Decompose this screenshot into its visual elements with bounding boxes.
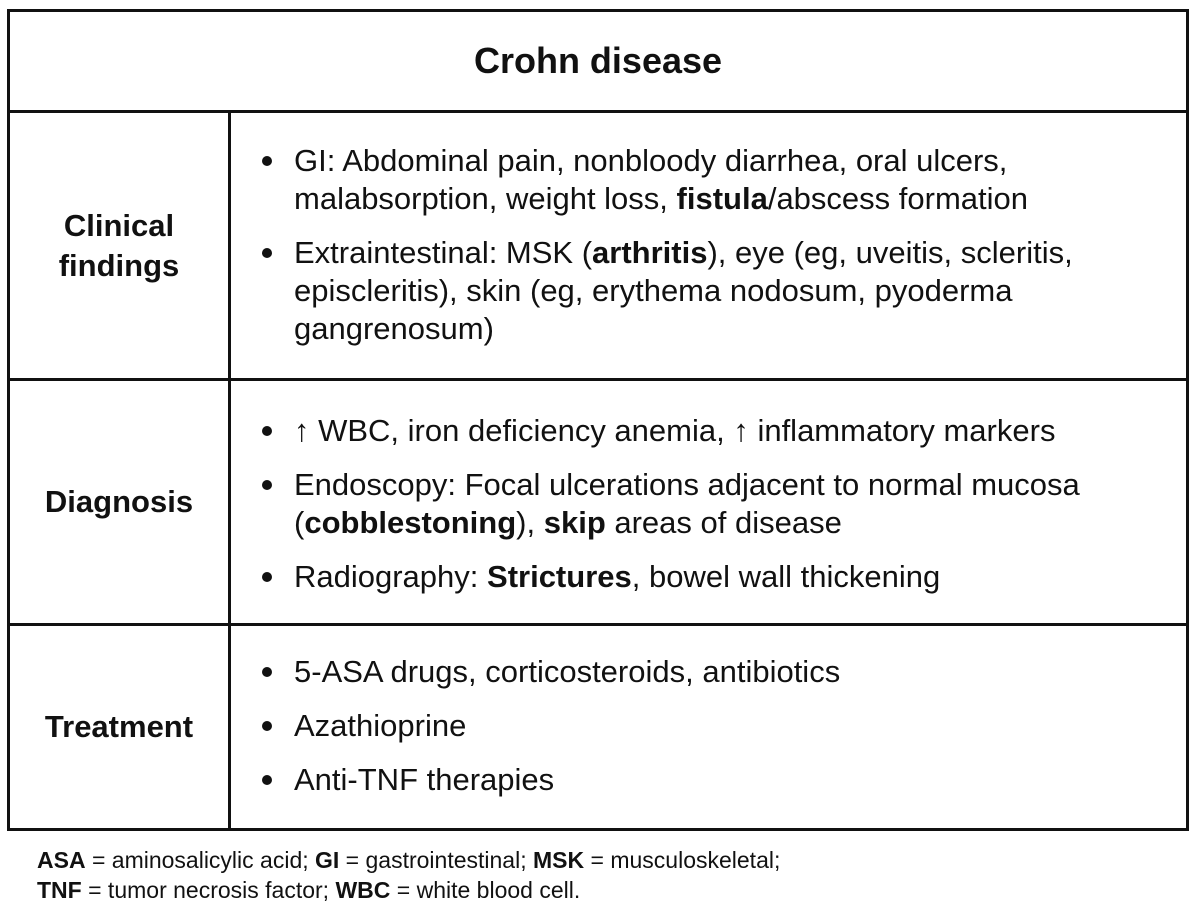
crohn-disease-table — [7, 9, 1189, 831]
bullet-list — [234, 142, 1186, 364]
bullet-icon — [262, 426, 272, 436]
row-content-treatment — [234, 626, 1186, 828]
row-content-diagnosis — [234, 381, 1186, 623]
bullet-icon — [262, 721, 272, 731]
list-item: Anti-TNF therapies — [234, 761, 1186, 799]
list-item: Endoscopy: Focal ulcerations adjacent to normal mucosa (cobblestoning), skip areas of disease — [234, 466, 1186, 542]
row-label-clinical-findings — [10, 113, 231, 378]
list-item: ↑ WBC, iron deficiency anemia, ↑ inflammatory markers — [234, 412, 1186, 450]
label-line-2: findings — [58, 247, 180, 283]
row-content-clinical-findings — [234, 113, 1186, 378]
bullet-icon — [262, 248, 272, 258]
bullet-icon — [262, 775, 272, 785]
list-item: Azathioprine — [234, 707, 1186, 745]
bullet-icon — [262, 480, 272, 490]
list-item: GI: Abdominal pain, nonbloody diarrhea, oral ulcers, malabsorption, weight loss, fistula/abscess formation — [234, 142, 1186, 218]
bullet-icon — [262, 572, 272, 582]
list-item: 5-ASA drugs, corticosteroids, antibiotics — [234, 653, 1186, 691]
row-label-diagnosis: Diagnosis — [10, 381, 231, 623]
row-diagnosis — [10, 381, 1186, 626]
bullet-list — [234, 412, 1186, 612]
list-item: Extraintestinal: MSK (arthritis), eye (eg, uveitis, scleritis, episcleritis), skin (eg, erythema nodosum, pyoderma gangrenosum) — [234, 234, 1186, 348]
row-treatment — [10, 626, 1186, 828]
footnote-line-2: TNF = tumor necrosis factor; WBC = white blood cell. — [37, 877, 581, 903]
bullet-icon — [262, 667, 272, 677]
bullet-list — [234, 653, 1186, 815]
list-item: Radiography: Strictures, bowel wall thickening — [234, 558, 1186, 596]
table-title: Crohn disease — [10, 12, 1186, 113]
row-label-treatment: Treatment — [10, 626, 231, 828]
bullet-icon — [262, 156, 272, 166]
footnote-line-1: ASA = aminosalicylic acid; GI = gastrointestinal; MSK = musculoskeletal; — [37, 847, 781, 873]
row-clinical-findings — [10, 113, 1186, 381]
abbreviations-footnote — [37, 845, 780, 905]
label-line-1: Clinical — [63, 207, 175, 243]
